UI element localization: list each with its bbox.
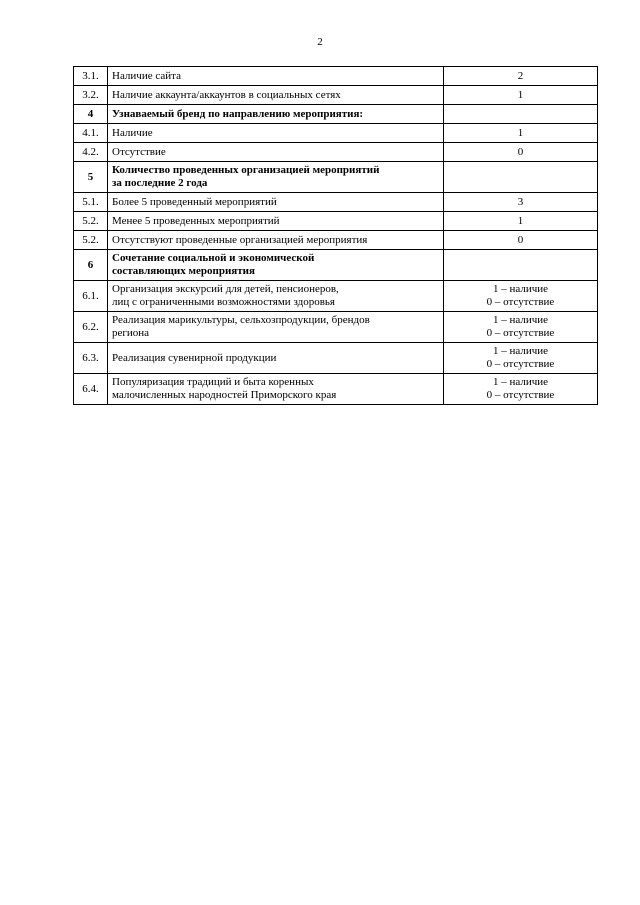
section-title-line: за последние 2 года	[112, 177, 208, 189]
table-row	[74, 143, 598, 162]
row-score: 0	[444, 231, 598, 250]
section-title	[108, 162, 444, 193]
description-line: региона	[112, 327, 150, 339]
row-score: 0	[444, 143, 598, 162]
section-title-line: Сочетание социальной и экономической	[112, 252, 315, 264]
row-description: Более 5 проведенный мероприятий	[108, 193, 444, 212]
row-score	[444, 343, 598, 374]
row-number: 3.2.	[74, 86, 108, 105]
description-line: лиц с ограниченными возможностями здоровья	[112, 296, 335, 308]
score-line: 1 – наличие	[492, 314, 549, 326]
section-row	[74, 162, 598, 193]
row-number: 5.2.	[74, 231, 108, 250]
criteria-table	[73, 66, 598, 405]
row-description: Наличие аккаунта/аккаунтов в социальных сетях	[108, 86, 444, 105]
row-description: Отсутствие	[108, 143, 444, 162]
score-line: 1 – наличие	[492, 283, 549, 295]
row-description: Наличие сайта	[108, 67, 444, 86]
row-description: Реализация сувенирной продукции	[108, 343, 444, 374]
description-line: малочисленных народностей Приморского края	[112, 389, 337, 401]
score-line: 0 – отсутствие	[486, 389, 555, 401]
row-score: 1	[444, 124, 598, 143]
row-number: 3.1.	[74, 67, 108, 86]
row-number: 4.1.	[74, 124, 108, 143]
row-number: 4.2.	[74, 143, 108, 162]
row-score	[444, 162, 598, 193]
page-number: 2	[317, 36, 323, 48]
row-score	[444, 250, 598, 281]
row-score: 3	[444, 193, 598, 212]
table-row	[74, 281, 598, 312]
table-row	[74, 312, 598, 343]
row-score	[444, 312, 598, 343]
row-score	[444, 281, 598, 312]
score-line: 0 – отсутствие	[486, 327, 555, 339]
description-line: Реализация марикультуры, сельхозпродукции, брендов	[112, 314, 370, 326]
row-description	[108, 312, 444, 343]
section-title	[108, 250, 444, 281]
row-score: 2	[444, 67, 598, 86]
row-number: 6.1.	[74, 281, 108, 312]
section-number: 4	[74, 105, 108, 124]
row-description	[108, 374, 444, 405]
table-row	[74, 124, 598, 143]
table-row	[74, 67, 598, 86]
section-title-line: Количество проведенных организацией мероприятий	[112, 164, 380, 176]
row-score: 1	[444, 212, 598, 231]
score-line: 1 – наличие	[492, 376, 549, 388]
row-score	[444, 374, 598, 405]
row-number: 6.2.	[74, 312, 108, 343]
table-row	[74, 231, 598, 250]
section-row	[74, 105, 598, 124]
row-score	[444, 105, 598, 124]
score-line: 1 – наличие	[492, 345, 549, 357]
row-description: Наличие	[108, 124, 444, 143]
score-line: 0 – отсутствие	[486, 358, 555, 370]
row-description: Менее 5 проведенных мероприятий	[108, 212, 444, 231]
row-number: 6.4.	[74, 374, 108, 405]
description-line: Организация экскурсий для детей, пенсионеров,	[112, 283, 339, 295]
row-score: 1	[444, 86, 598, 105]
table-row	[74, 343, 598, 374]
score-line: 0 – отсутствие	[486, 296, 555, 308]
section-number: 5	[74, 162, 108, 193]
table-row	[74, 212, 598, 231]
section-row	[74, 250, 598, 281]
row-description: Отсутствуют проведенные организацией мероприятия	[108, 231, 444, 250]
description-line: Популяризация традиций и быта коренных	[112, 376, 314, 388]
row-description	[108, 281, 444, 312]
section-title-line: составляющих мероприятия	[112, 265, 255, 277]
table-row	[74, 193, 598, 212]
table-row	[74, 374, 598, 405]
section-number: 6	[74, 250, 108, 281]
table-row	[74, 86, 598, 105]
row-number: 6.3.	[74, 343, 108, 374]
row-number: 5.2.	[74, 212, 108, 231]
row-number: 5.1.	[74, 193, 108, 212]
section-title: Узнаваемый бренд по направлению мероприятия:	[108, 105, 444, 124]
